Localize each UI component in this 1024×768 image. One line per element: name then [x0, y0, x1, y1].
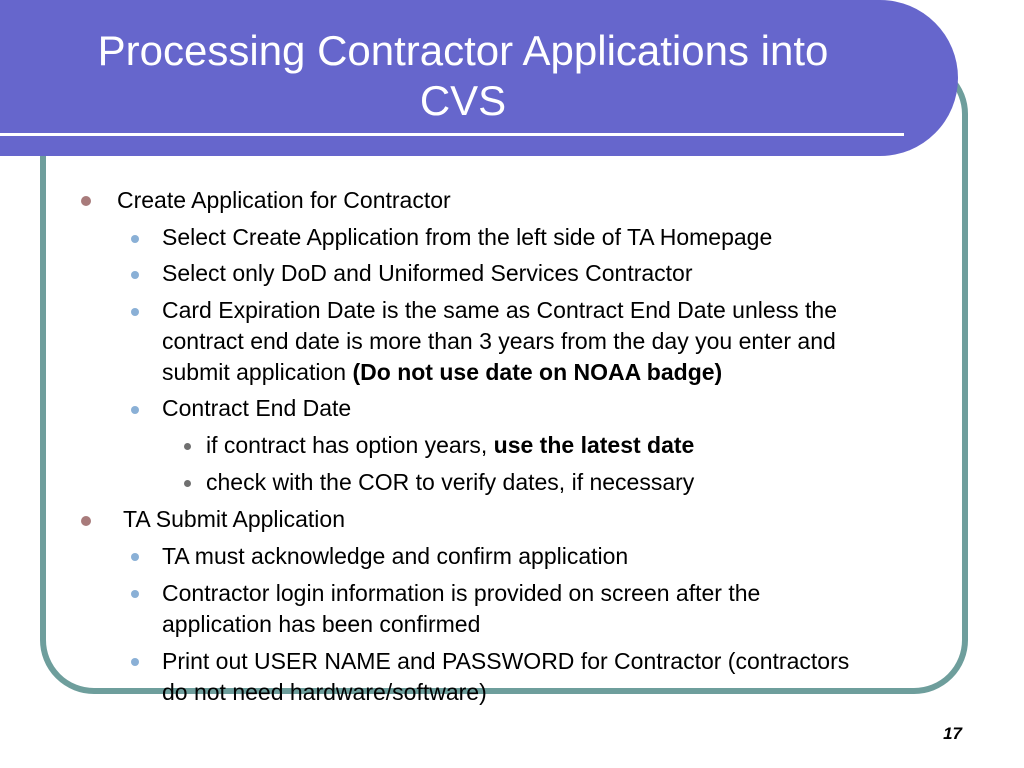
bullet-ta-acknowledge: TA must acknowledge and confirm application: [162, 543, 629, 569]
bullet-dot: [131, 308, 139, 316]
bullet-print-out-line1: Print out USER NAME and PASSWORD for Contractor (contractors: [162, 648, 850, 674]
bullet-ta-submit: TA Submit Application: [117, 506, 346, 532]
page-number: 17: [943, 724, 962, 743]
option-years-bold: use the latest date: [493, 432, 695, 458]
bullet-dot: [184, 480, 191, 487]
bullet-card-expiration-line1: Card Expiration Date is the same as Contract End Date unless the: [162, 297, 838, 323]
bullet-dot: [131, 658, 139, 666]
bullet-dot: [184, 443, 191, 450]
bullet-card-expiration-line3: [162, 357, 722, 388]
bullet-contract-end-date: Contract End Date: [162, 395, 352, 421]
bullet-login-info-line2: application has been confirmed: [162, 611, 481, 637]
bullet-dot: [131, 406, 139, 414]
bullet-login-info-line1: Contractor login information is provided on screen after the: [162, 580, 761, 606]
bullet-check-cor: check with the COR to verify dates, if necessary: [206, 469, 695, 495]
bullet-print-out-line2: do not need hardware/software): [162, 679, 487, 705]
bullet-create-application: Create Application for Contractor: [117, 187, 451, 213]
bullet-select-create: Select Create Application from the left side of TA Homepage: [162, 224, 773, 250]
bullet-card-expiration-line2: contract end date is more than 3 years from the day you enter and: [162, 328, 836, 354]
bullet-option-years: [206, 430, 694, 461]
slide-title: Processing Contractor Applications into CVS: [97, 27, 829, 124]
bullet-dot: [81, 196, 91, 206]
bullet-dot: [131, 590, 139, 598]
option-years-text: if contract has option years,: [206, 432, 494, 458]
bullet-select-dod: Select only DoD and Uniformed Services Contractor: [162, 260, 693, 286]
card-expiration-bold: (Do not use date on NOAA badge): [352, 359, 723, 385]
bullet-dot: [131, 235, 139, 243]
bullet-dot: [131, 553, 139, 561]
bullet-dot: [81, 516, 91, 526]
card-expiration-text: submit application: [162, 359, 353, 385]
bullet-dot: [131, 271, 139, 279]
